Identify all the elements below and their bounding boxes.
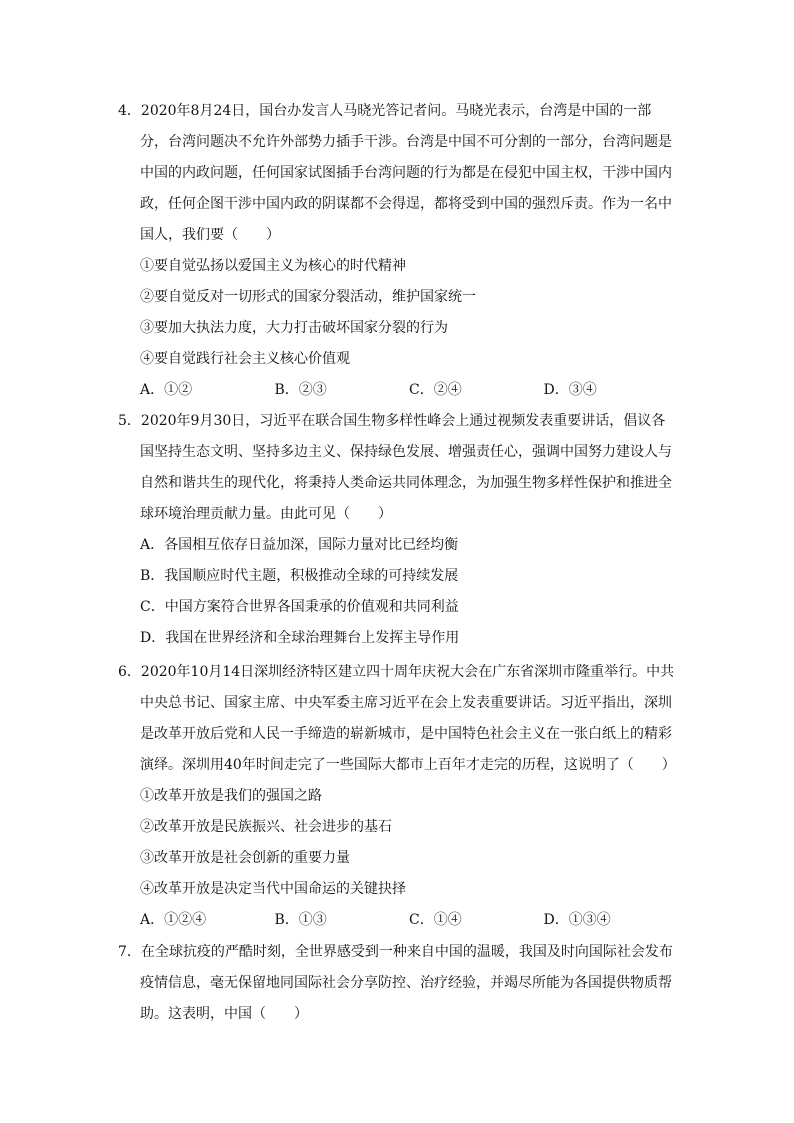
option-c[interactable]: C．②④: [409, 382, 462, 398]
question-6: [118, 657, 678, 936]
question-4: [118, 96, 678, 406]
option-c[interactable]: C．中国方案符合世界各国秉承的价值观和共同利益: [140, 599, 459, 615]
statement-3: ③改革开放是社会创新的重要力量: [140, 850, 350, 866]
option-a[interactable]: A．各国相互依存日益加深，国际力量对比已经均衡: [140, 537, 459, 553]
option-a[interactable]: A．①②④: [140, 912, 207, 928]
options-row: [118, 905, 678, 936]
question-7: [118, 937, 678, 1030]
statement-2: ②要自觉反对一切形式的国家分裂活动，维护国家统一: [140, 289, 476, 305]
statement-1: ①改革开放是我们的强国之路: [140, 788, 322, 804]
option-d[interactable]: D．③④: [543, 382, 597, 398]
option-c[interactable]: C．①④: [409, 912, 462, 928]
question-stem: 6．2020年10月14日深圳经济特区建立四十周年庆祝大会在广东省深圳市隆重举行。中共中央总书记、国家主席、中央军委主席习近平在会上发表重要讲话。习近平指出，深圳是改革开放后党和人民一手缔造的崭新城市，是中国特色社会主义在一张白纸上的精彩演绎。深圳用40年时间走完了一些国际大都市上百年才走完的历程，这说明了（ ）: [118, 664, 676, 773]
option-d[interactable]: D．我国在世界经济和全球治理舞台上发挥主导作用: [140, 630, 460, 646]
option-b[interactable]: B．②③: [274, 382, 327, 398]
statement-4: ④要自觉践行社会主义核心价值观: [140, 351, 350, 367]
option-d[interactable]: D．①③④: [543, 912, 611, 928]
statement-2: ②改革开放是民族振兴、社会进步的基石: [140, 819, 392, 835]
options-row: [118, 375, 678, 406]
option-b[interactable]: B．我国顺应时代主题，积极推动全球的可持续发展: [140, 568, 459, 584]
option-a[interactable]: A．①②: [140, 382, 193, 398]
option-b[interactable]: B．①③: [274, 912, 327, 928]
question-stem: 7．在全球抗疫的严酷时刻，全世界感受到一种来自中国的温暖，我国及时向国际社会发布疫情信息，毫无保留地同国际社会分享防控、治疗经验，并竭尽所能为各国提供物质帮助。这表明，中国（ ）: [118, 944, 673, 1022]
statement-1: ①要自觉弘扬以爱国主义为核心的时代精神: [140, 258, 406, 274]
statement-3: ③要加大执法力度，大力打击破坏国家分裂的行为: [140, 320, 448, 336]
question-5: [118, 406, 678, 654]
statement-4: ④改革开放是决定当代中国命运的关键抉择: [140, 881, 406, 897]
question-stem: 4．2020年8月24日，国台办发言人马晓光答记者问。马晓光表示，台湾是中国的一部分，台湾问题决不允许外部势力插手干涉。台湾是中国不可分割的一部分，台湾问题是中国的内政问题，任何国家试图插手台湾问题的行为都是在侵犯中国主权，干涉中国内政，任何企图干涉中国内政的阴谋都不会得逞，都将受到中国的强烈斥责。作为一名中国人，我们要（ ）: [118, 103, 672, 243]
question-stem: 5．2020年9月30日，习近平在联合国生物多样性峰会上通过视频发表重要讲话，倡议各国坚持生态文明、坚持多边主义、保持绿色发展、增强责任心，强调中国努力建设人与自然和谐共生的现代化，将秉持人类命运共同体理念，为加强生物多样性保护和推进全球环境治理贡献力量。由此可见（ ）: [118, 413, 672, 522]
